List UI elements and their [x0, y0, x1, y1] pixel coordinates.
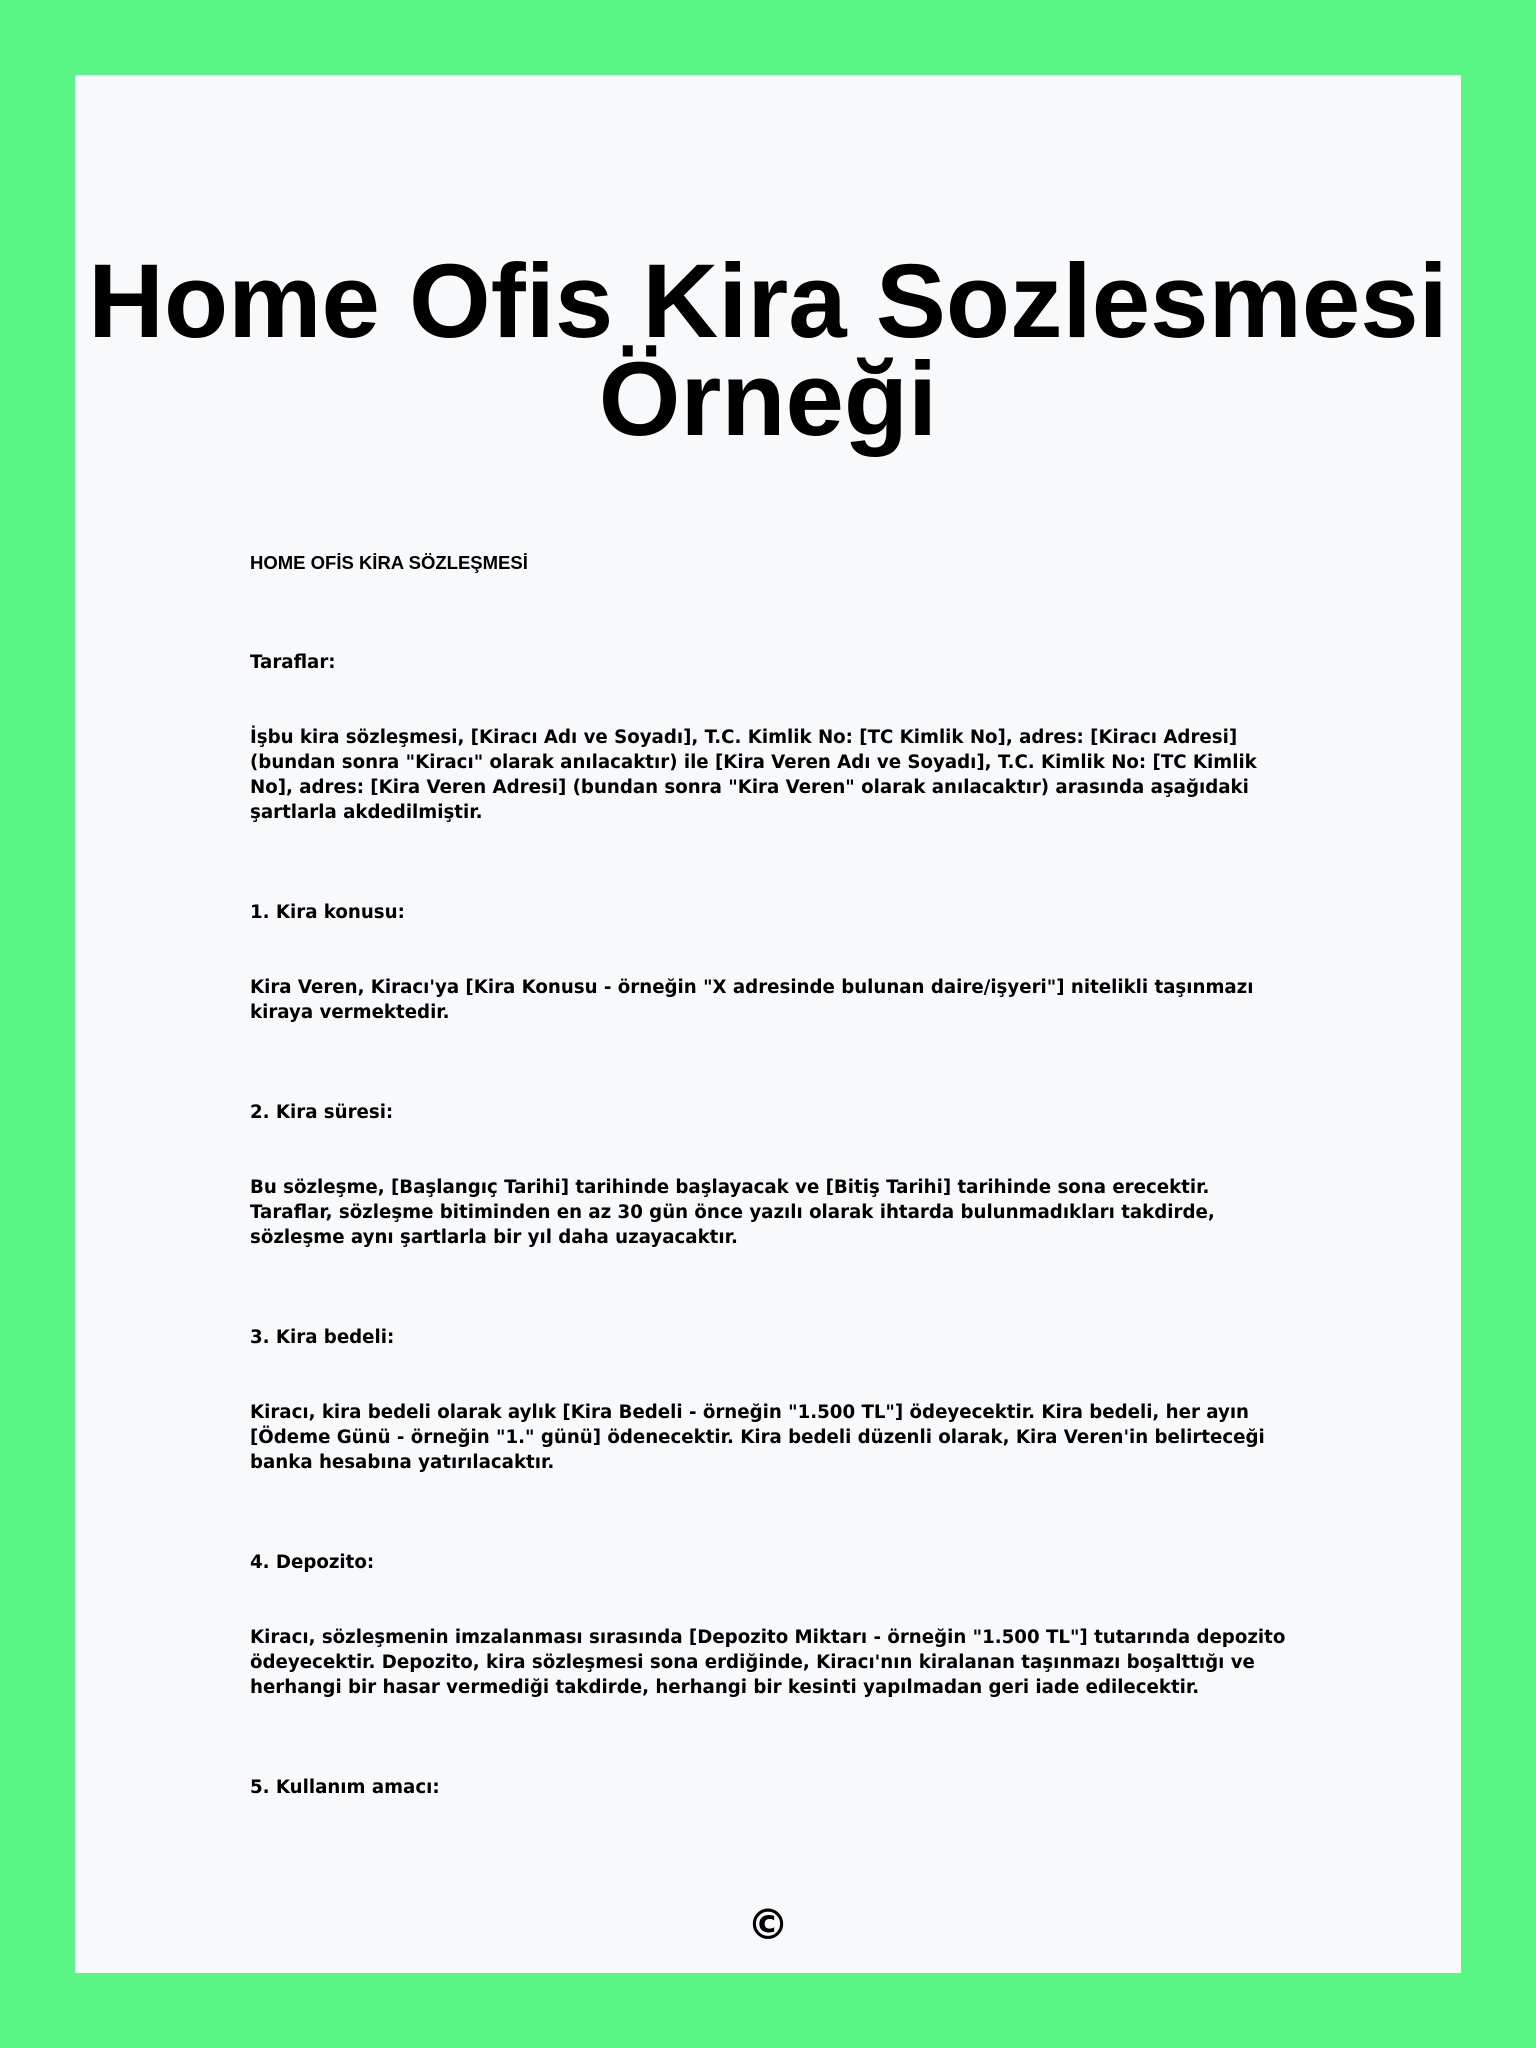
- section-heading: 4. Depozito:: [250, 1552, 375, 1573]
- section-paragraph: Kira Veren, Kiracı'ya [Kira Konusu - örneğin "X adresinde bulunan daire/işyeri"] nitelikli taşınmazı kiraya vermektedir.: [250, 977, 1254, 1023]
- document-body: [250, 550, 1290, 1800]
- parties-label: Taraflar:: [250, 652, 336, 673]
- copyright-icon: ©: [747, 1900, 789, 1949]
- section-paragraph: Kiracı, sözleşmenin imzalanması sırasında [Depozito Miktarı - örneğin "1.500 TL"] tutarında depozito ödeyecektir. Depozito, kira sözleşmesi sona erdiğinde, Kiracı'nın kiralanan taşınmazı boşalttığı ve herhangi bir hasar vermediği takdirde, herhangi bir kesinti yapılmadan geri iade edilecektir.: [250, 1627, 1286, 1698]
- section-paragraph: Bu sözleşme, [Başlangıç Tarihi] tarihinde başlayacak ve [Bitiş Tarihi] tarihinde sona erecektir. Taraflar, sözleşme bitiminden en az 30 gün önce yazılı olarak ihtarda bulunmadıkları takdirde, sözleşme aynı şartlarla bir yıl daha uzayacaktır.: [250, 1177, 1215, 1248]
- page-title: Home Ofis Kira Sozlesmesi Örneği: [88, 243, 1448, 458]
- section-heading: 5. Kullanım amacı:: [250, 1777, 440, 1798]
- contract-heading: HOME OFİS KİRA SÖZLEŞMESİ: [250, 552, 528, 573]
- section-heading: 1. Kira konusu:: [250, 902, 405, 923]
- section-heading: 3. Kira bedeli:: [250, 1327, 395, 1348]
- document-page: [75, 75, 1461, 1973]
- section-paragraph: Kiracı, kira bedeli olarak aylık [Kira Bedeli - örneğin "1.500 TL"] ödeyecektir. Kira bedeli, her ayın [Ödeme Günü - örneğin "1." günü] ödenecektir. Kira bedeli düzenli olarak, Kira Veren'in belirteceği banka hesabına yatırılacaktır.: [250, 1402, 1265, 1473]
- parties-paragraph: İşbu kira sözleşmesi, [Kiracı Adı ve Soyadı], T.C. Kimlik No: [TC Kimlik No], adres: [Kiracı Adresi] (bundan sonra "Kiracı" olarak anılacaktır) ile [Kira Veren Adı ve Soyadı], T.C. Kimlik No: [TC Kimlik No], adres: [Kira Veren Adresi] (bundan sonra "Kira Veren" olarak anılacaktır) arasında aşağıdaki şartlarla akdedilmiştir.: [250, 727, 1257, 823]
- section-heading: 2. Kira süresi:: [250, 1102, 394, 1123]
